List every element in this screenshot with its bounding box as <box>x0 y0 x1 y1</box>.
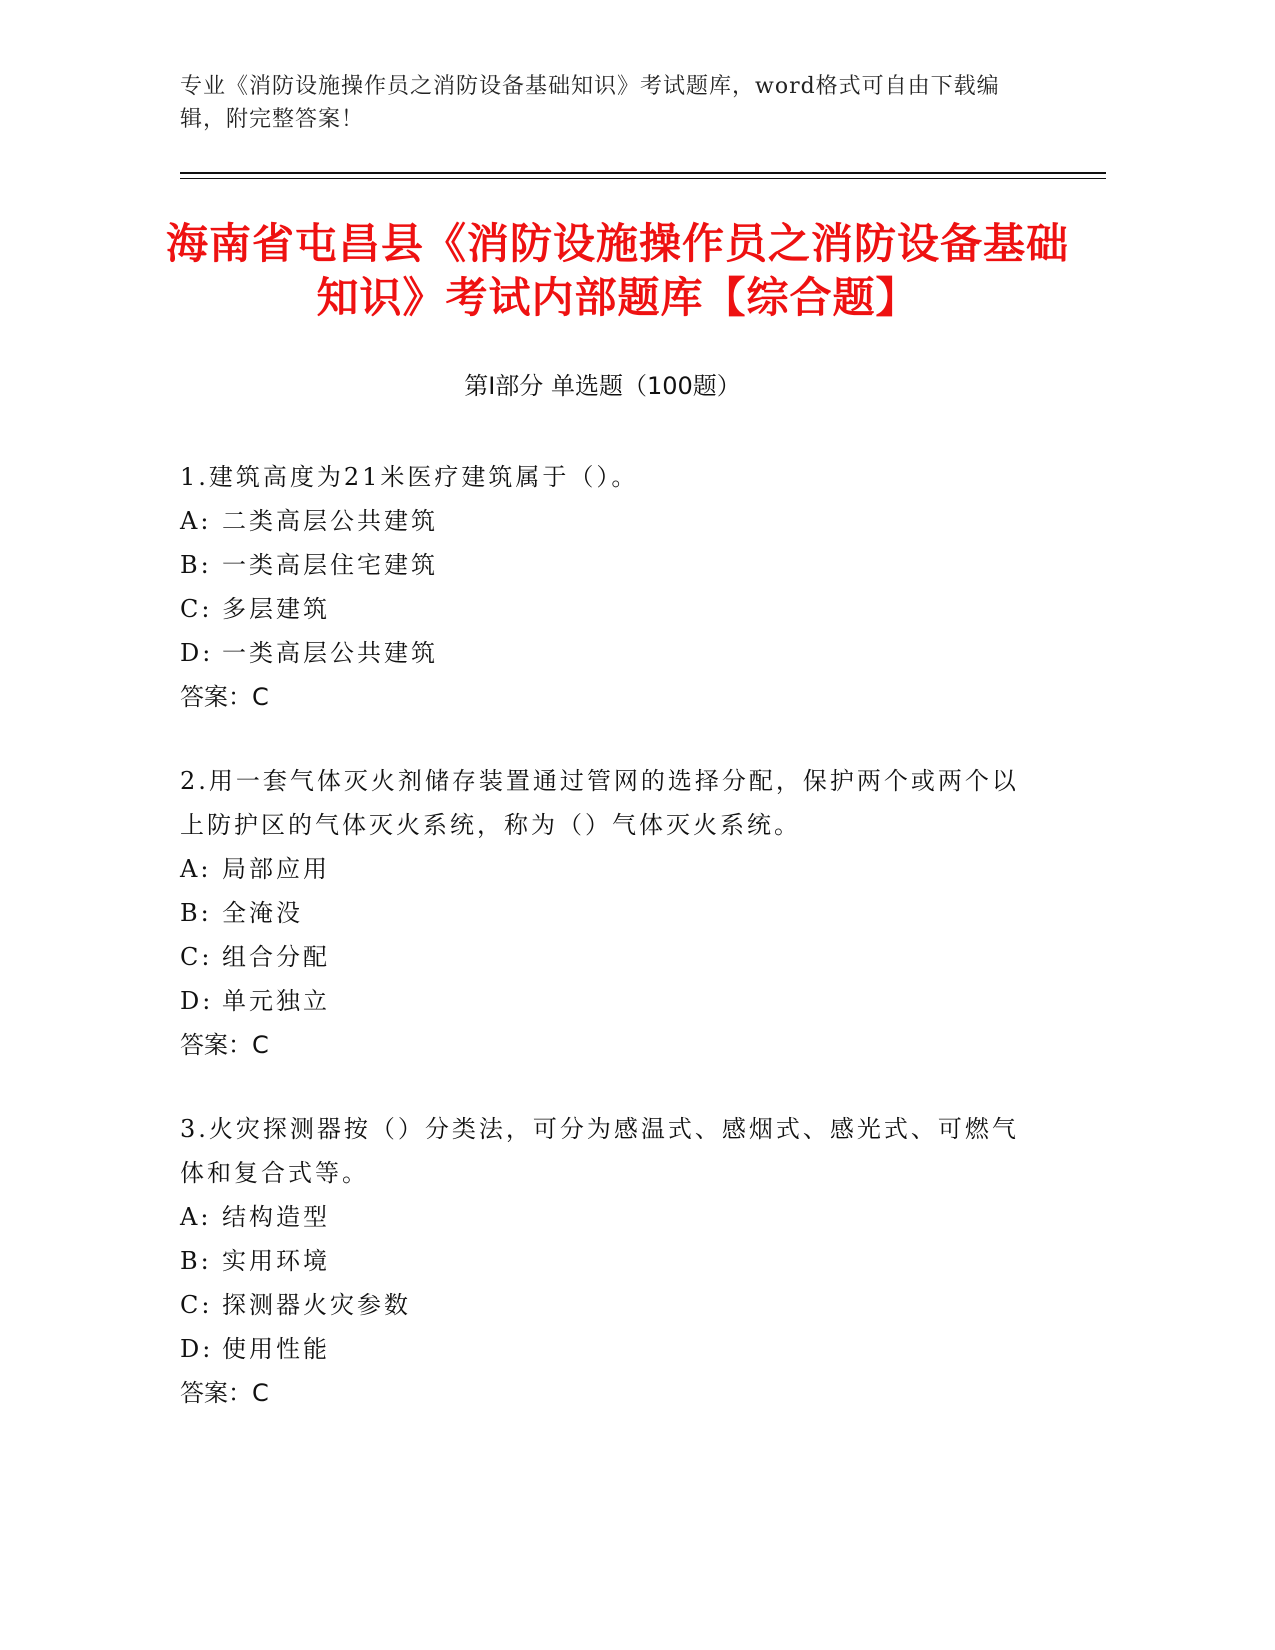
option-text: 一类高层公共建筑 <box>222 639 438 667</box>
option-key: B: <box>180 551 212 579</box>
option-a <box>180 1195 1040 1239</box>
option-b <box>180 543 1040 587</box>
option-text: 全淹没 <box>222 899 303 927</box>
option-d <box>180 1327 1040 1371</box>
option-key: A: <box>180 855 212 883</box>
question-stem: 3.火灾探测器按（）分类法，可分为感温式、感烟式、感光式、可燃气体和复合式等。 <box>180 1115 1019 1187</box>
option-key: C: <box>180 1291 213 1319</box>
option-text: 多层建筑 <box>222 595 330 623</box>
option-d <box>180 631 1040 675</box>
answer: 答案：C <box>180 1031 269 1059</box>
option-key: B: <box>180 899 212 927</box>
option-key: C: <box>180 943 213 971</box>
option-text: 局部应用 <box>222 855 330 883</box>
question-stem: 2.用一套气体灭火剂储存装置通过管网的选择分配，保护两个或两个以上防护区的气体灭火系统，称为（）气体灭火系统。 <box>180 767 1019 839</box>
header-note: 专业《消防设施操作员之消防设备基础知识》考试题库，word格式可自由下载编辑，附完整答案！ <box>180 74 1000 132</box>
option-a <box>180 499 1040 543</box>
question-1 <box>180 455 1040 719</box>
header-divider-thin <box>180 178 1106 179</box>
option-key: B: <box>180 1247 212 1275</box>
option-c <box>180 935 1040 979</box>
header-divider-thick <box>180 172 1106 174</box>
option-a <box>180 847 1040 891</box>
option-key: D: <box>180 639 214 667</box>
option-text: 单元独立 <box>222 987 330 1015</box>
option-b <box>180 891 1040 935</box>
question-list <box>180 455 1040 1455</box>
option-c <box>180 1283 1040 1327</box>
option-text: 二类高层公共建筑 <box>222 507 438 535</box>
option-text: 实用环境 <box>222 1247 330 1275</box>
option-d <box>180 979 1040 1023</box>
section-heading: 第Ⅰ部分 单选题（100题） <box>464 372 741 400</box>
answer: 答案：C <box>180 1379 269 1407</box>
document-title: 海南省屯昌县《消防设施操作员之消防设备基础知识》考试内部题库【综合题】 <box>165 219 1069 322</box>
option-key: A: <box>180 507 212 535</box>
option-key: D: <box>180 987 214 1015</box>
answer: 答案：C <box>180 683 269 711</box>
option-b <box>180 1239 1040 1283</box>
option-text: 一类高层住宅建筑 <box>222 551 438 579</box>
option-key: A: <box>180 1203 212 1231</box>
question-stem: 1.建筑高度为21米医疗建筑属于（）。 <box>180 463 639 491</box>
option-text: 使用性能 <box>222 1335 330 1363</box>
option-key: C: <box>180 595 213 623</box>
question-2 <box>180 759 1040 1067</box>
option-text: 组合分配 <box>222 943 330 971</box>
question-3 <box>180 1107 1040 1415</box>
option-c <box>180 587 1040 631</box>
option-text: 探测器火灾参数 <box>222 1291 411 1319</box>
option-key: D: <box>180 1335 214 1363</box>
option-text: 结构造型 <box>222 1203 330 1231</box>
